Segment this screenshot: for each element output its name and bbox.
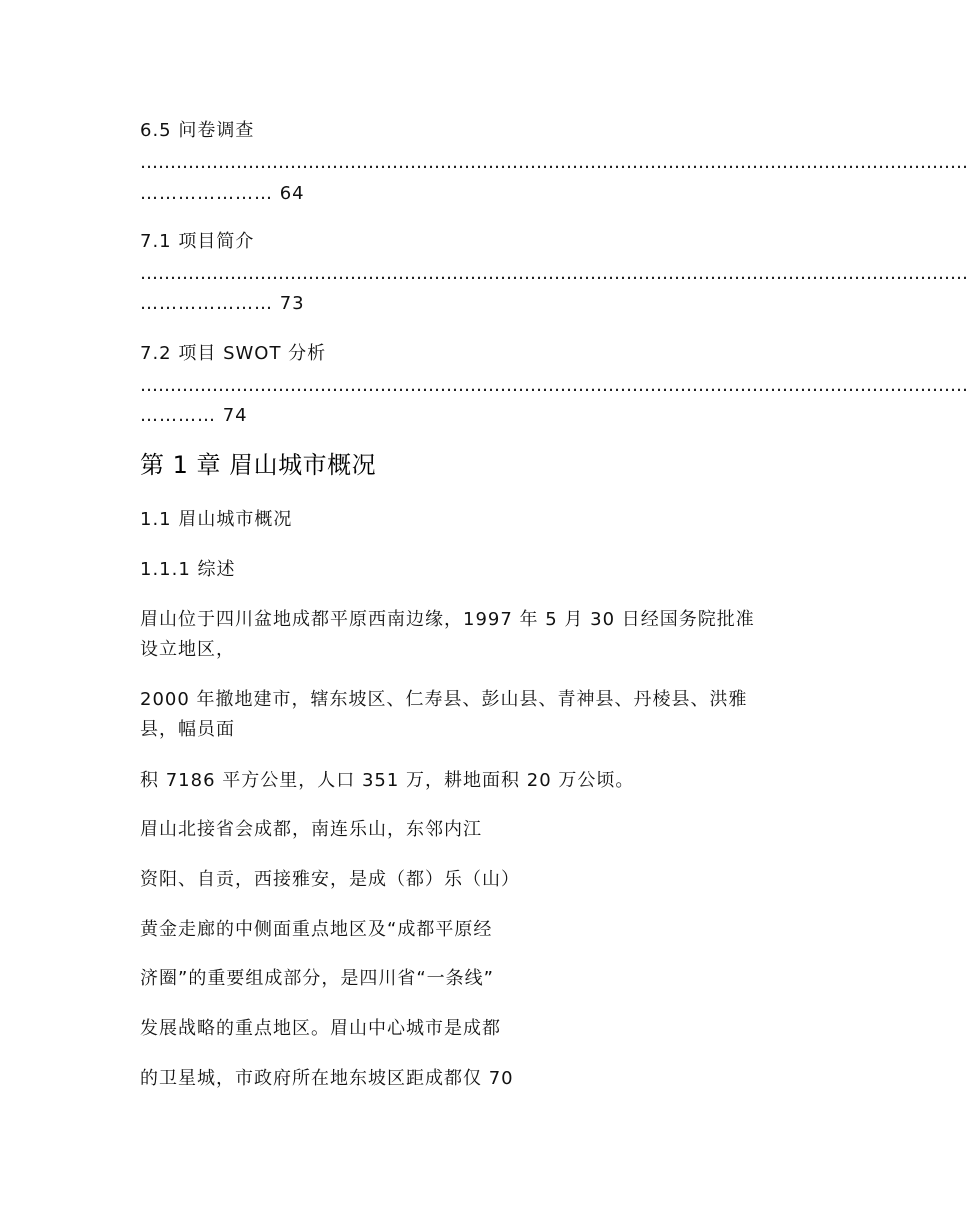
body-text-line: 发展战略的重点地区。眉山中心城市是成都	[140, 1018, 501, 1039]
toc-page-number[interactable]: ………… 74	[140, 405, 248, 426]
body-text-line: 设立地区，	[140, 639, 235, 660]
body-text-line: 眉山位于四川盆地成都平原西南边缘，1997 年 5 月 30 日经国务院批准	[140, 609, 755, 630]
body-text-line: 济圈”的重要组成部分，是四川省“一条线”	[140, 968, 494, 989]
chapter-heading: 第 1 章 眉山城市概况	[140, 451, 377, 479]
body-text-line: 县，幅员面	[140, 719, 235, 740]
toc-leader-dots: …………………………………………………………………………………………………………………………	[140, 263, 968, 284]
toc-leader-dots: …………………………………………………………………………………………………………………………	[140, 375, 968, 396]
body-text-line: 积 7186 平方公里，人口 351 万，耕地面积 20 万公顷。	[140, 770, 635, 791]
toc-entry-title[interactable]: 7.1 项目简介	[140, 231, 255, 252]
body-text-line: 的卫星城，市政府所在地东坡区距成都仅 70	[140, 1068, 514, 1089]
toc-entry-title[interactable]: 7.2 项目 SWOT 分析	[140, 343, 327, 364]
body-text-line: 眉山北接省会成都，南连乐山，东邻内江	[140, 819, 482, 840]
toc-leader-dots: …………………………………………………………………………………………………………………………	[140, 152, 968, 173]
toc-page-number[interactable]: ………………… 64	[140, 183, 305, 204]
body-text-line: 2000 年撤地建市，辖东坡区、仁寿县、彭山县、青神县、丹棱县、洪雅	[140, 689, 748, 710]
body-text-line: 资阳、自贡，西接雅安，是成（都）乐（山）	[140, 869, 520, 890]
toc-entry-title[interactable]: 6.5 问卷调查	[140, 120, 255, 141]
toc-page-number[interactable]: ………………… 73	[140, 293, 305, 314]
section-heading: 1.1 眉山城市概况	[140, 509, 293, 530]
body-text-line: 黄金走廊的中侧面重点地区及“成都平原经	[140, 919, 493, 940]
subsection-heading: 1.1.1 综述	[140, 559, 236, 580]
